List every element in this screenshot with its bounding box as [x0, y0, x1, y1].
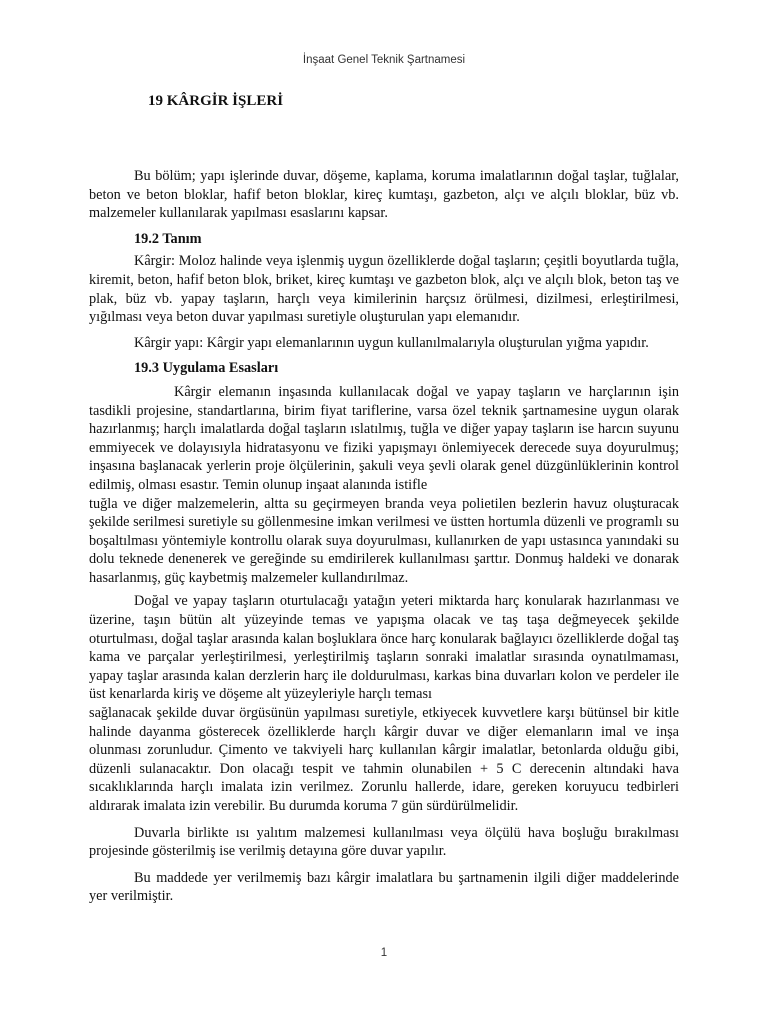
- paragraph-uygulama-5: Duvarla birlikte ısı yalıtım malzemesi kullanılması veya ölçülü hava boşluğu bırakılması projesinde gösterilmiş ise verilmiş detayına göre duvar yapılır.: [89, 824, 679, 860]
- chapter-title: 19 KÂRGİR İŞLERİ: [148, 93, 284, 109]
- paragraph-uygulama-3: Doğal ve yapay taşların oturtulacağı yatağın yeteri miktarda harç konularak hazırlanması ve üzerine, taşın bütün alt yüzeyinde temas ve yapışma olacak ve taş taşa değmeyecek şekilde oturtulması, doğal taşlar arasında kalan boşluklara önce harç konularak bağlayıcı özelliklerde doğal taş kama ve parçalar yerleştirilmesi, yerleştirilmiş taşların sonraki imalatlar sırasında oynatılmaması, yapay taşlar arasında kalan derzlerin harç ile doldurulması, karkas bina duvarları kolon ve perdeler ile üst kenarlarda kiriş ve döşeme alt yüzeyleriyle harçlı teması: [89, 593, 679, 703]
- paragraph-uygulama-1: Kârgir elemanın inşasında kullanılacak doğal ve yapay taşların ve harçlarının işin tasdikli projesine, standartlarına, birim fiyat tariflerine, varsa özel teknik şartnamesine uygun olarak hazırlanmış; harçlı imalatlarda doğal taşların ıslatılmış, tuğla ve diğer yapay taşların ise harcın suyunu emmiyecek ve dolayısıyla hidratasyonu ve fiziki yapışmayı önlemiyecek derecede suya doyurulmuş; inşasına başlanacak yerlerin proje ölçülerinin, şakuli veya şevli olarak genel düzgünlüklerinin kontrol edilmiş, olması esastır. Temin olunup inşaat alanında istifle: [89, 383, 679, 493]
- paragraph-uygulama-4: sağlanacak şekilde duvar örgüsünün yapılması suretiyle, etkiyecek kuvvetlere karşı bütünsel bir kitle halinde dayanma gösterecek özelliklerde harçlı kârgir duvar ve diğer elemanların imal ve inşa olunması zorunludur. Çimento ve takviyeli harç kullanılan kârgir imalatlar, betonlarda olduğu gibi, düzenli sulanacaktır. Don olacağı tespit ve tahmin olunabilen + 5 C derecenin altındaki hava sıcaklıklarında harçlı imalata izin verilmez. Zorunlu hallerde, idare, gereken koruyucu tedbirleri aldırarak imalata izin verebilir. Bu durumda koruma 7 gün sürdürülmelidir.: [89, 705, 679, 814]
- document-body: [89, 167, 679, 906]
- page-header: İnşaat Genel Teknik Şartnamesi: [302, 54, 466, 66]
- paragraph-uygulama-6: Bu maddede yer verilmemiş bazı kârgir imalatlara bu şartnamenin ilgili diğer maddelerinde yer verilmiştir.: [89, 869, 679, 905]
- paragraph-kargir-yapi: Kârgir yapı: Kârgir yapı elemanlarının uygun kullanılmalarıyla oluşturulan yığma yapıdır.: [134, 334, 649, 351]
- paragraph-kargir-definition: Kârgir: Moloz halinde veya işlenmiş uygun özelliklerde doğal taşların; çeşitli boyutlarda tuğla, kiremit, beton, hafif beton blok, briket, kireç kumtaşı ve gazbeton blok, alçı ve alçılı blok, beton taş ve plak, büz vb. yapay taşların, harçlı veya kimilerinin harçsız örülmesi, dizilmesi, erleştirilmesi, yığılması veya beton duvar yapılması suretiyle oluşturulan yapı elemanıdır.: [89, 253, 679, 326]
- intro-paragraph: Bu bölüm; yapı işlerinde duvar, döşeme, kaplama, koruma imalatlarının doğal taşlar, tuğlalar, beton ve beton bloklar, hafif beton bloklar, kireç kumtaşı, gazbeton, alçı ve alçılı bloklar, büz vb. malzemeler kullanılarak yapılması esaslarını kapsar.: [89, 168, 679, 222]
- paragraph-uygulama-2: tuğla ve diğer malzemelerin, altta su geçirmeyen branda veya polietilen bezlerin havuz oluşturacak şekilde serilmesi suretiyle su göllenmesine imkan verilmesi ve üstten hortumla düzenli ve programlı su boşaltılması yöntemiyle kontrollu olarak suya doyurulması, kullanırken de yapı ustasınca yanındaki su dolu teknede denenerek ve gereğinde su emdirilerek kullanılması şarttır. Donmuş haldeki ve donarak hasarlanmış, güç kaybetmiş malzemeler kullandırılmaz.: [89, 495, 679, 586]
- section-heading-tanim: 19.2 Tanım: [134, 230, 202, 247]
- section-heading-uygulama: 19.3 Uygulama Esasları: [134, 360, 279, 377]
- page-number: 1: [380, 947, 388, 959]
